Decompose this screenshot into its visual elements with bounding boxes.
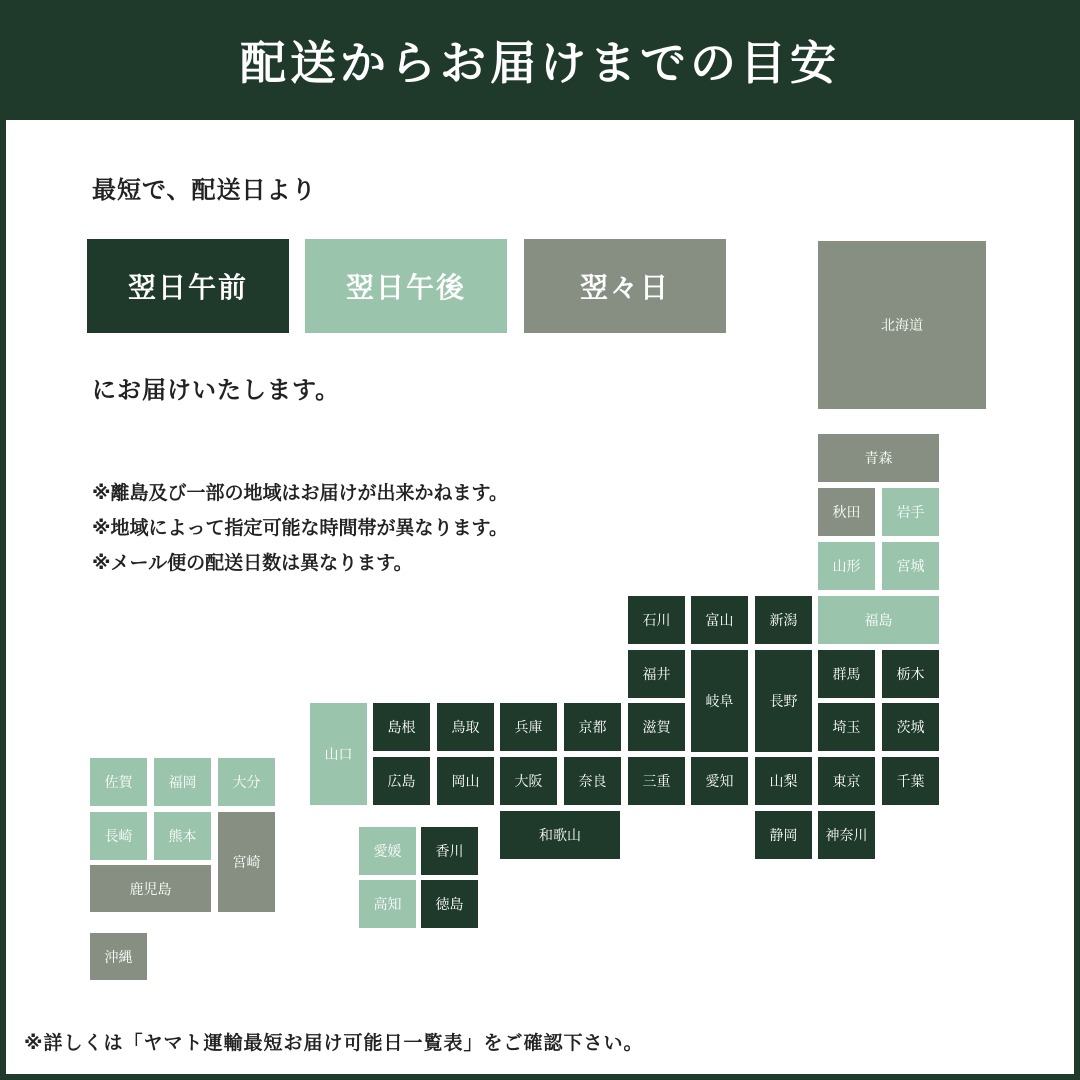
pref-tokushima: 徳島 <box>421 880 478 928</box>
pref-saga: 佐賀 <box>90 758 147 806</box>
pref-kochi: 高知 <box>359 880 416 928</box>
intro-text: 最短で、配送日より <box>92 176 317 204</box>
pref-miyagi: 宮城 <box>882 542 939 590</box>
pref-okayama: 岡山 <box>437 757 494 805</box>
pref-chiba: 千葉 <box>882 757 939 805</box>
pref-yamanashi: 山梨 <box>755 757 812 805</box>
footer-note: ※詳しくは「ヤマト運輸最短お届け可能日一覧表」をご確認下さい。 <box>24 1032 644 1054</box>
outro-text: にお届けいたします。 <box>92 376 341 404</box>
pref-ishikawa: 石川 <box>628 596 685 644</box>
note-item: ※地域によって指定可能な時間帯が異なります。 <box>92 517 508 539</box>
pref-fukuoka: 福岡 <box>154 758 211 806</box>
pref-oita: 大分 <box>218 758 275 806</box>
note-item: ※離島及び一部の地域はお届けが出来かねます。 <box>92 482 508 504</box>
pref-gifu: 岐阜 <box>691 650 748 752</box>
pref-miyazaki: 宮崎 <box>218 812 275 912</box>
pref-shiga: 滋賀 <box>628 703 685 751</box>
page-header <box>0 0 1080 120</box>
pref-kanagawa: 神奈川 <box>818 811 875 859</box>
pref-hiroshima: 広島 <box>373 757 430 805</box>
pref-fukui: 福井 <box>628 650 685 698</box>
pref-shimane: 島根 <box>373 703 430 751</box>
pref-tokyo: 東京 <box>818 757 875 805</box>
legend-label: 翌日午前 <box>127 271 248 304</box>
legend-two-days <box>524 239 726 333</box>
legend-label: 翌々日 <box>579 271 670 304</box>
pref-tottori: 鳥取 <box>437 703 494 751</box>
pref-osaka: 大阪 <box>500 757 557 805</box>
pref-nara: 奈良 <box>564 757 621 805</box>
pref-kyoto: 京都 <box>564 703 621 751</box>
pref-mie: 三重 <box>628 757 685 805</box>
legend-next-morning <box>87 239 289 333</box>
pref-aichi: 愛知 <box>691 757 748 805</box>
pref-ibaraki: 茨城 <box>882 703 939 751</box>
pref-fukushima: 福島 <box>818 596 939 644</box>
pref-shizuoka: 静岡 <box>755 811 812 859</box>
pref-gunma: 群馬 <box>818 650 875 698</box>
pref-kagoshima: 鹿児島 <box>90 865 211 912</box>
pref-yamagata: 山形 <box>818 542 875 590</box>
pref-saitama: 埼玉 <box>818 703 875 751</box>
pref-nagano: 長野 <box>755 650 812 752</box>
pref-akita: 秋田 <box>818 488 875 536</box>
pref-yamaguchi: 山口 <box>310 703 367 805</box>
legend-label: 翌日午後 <box>345 271 466 304</box>
legend-next-afternoon <box>305 239 507 333</box>
note-item: ※メール便の配送日数は異なります。 <box>92 552 413 574</box>
pref-toyama: 富山 <box>691 596 748 644</box>
pref-kagawa: 香川 <box>421 827 478 875</box>
pref-ehime: 愛媛 <box>359 827 416 875</box>
pref-okinawa: 沖縄 <box>90 933 147 980</box>
pref-aomori: 青森 <box>818 434 939 482</box>
pref-tochigi: 栃木 <box>882 650 939 698</box>
pref-hyogo: 兵庫 <box>500 703 557 751</box>
page-title: 配送からお届けまでの目安 <box>240 36 840 90</box>
pref-niigata: 新潟 <box>755 596 812 644</box>
pref-kumamoto: 熊本 <box>154 812 211 860</box>
notes-list <box>92 476 508 581</box>
pref-nagasaki: 長崎 <box>90 812 147 860</box>
pref-iwate: 岩手 <box>882 488 939 536</box>
pref-hokkaido: 北海道 <box>818 241 986 409</box>
pref-wakayama: 和歌山 <box>500 811 620 859</box>
